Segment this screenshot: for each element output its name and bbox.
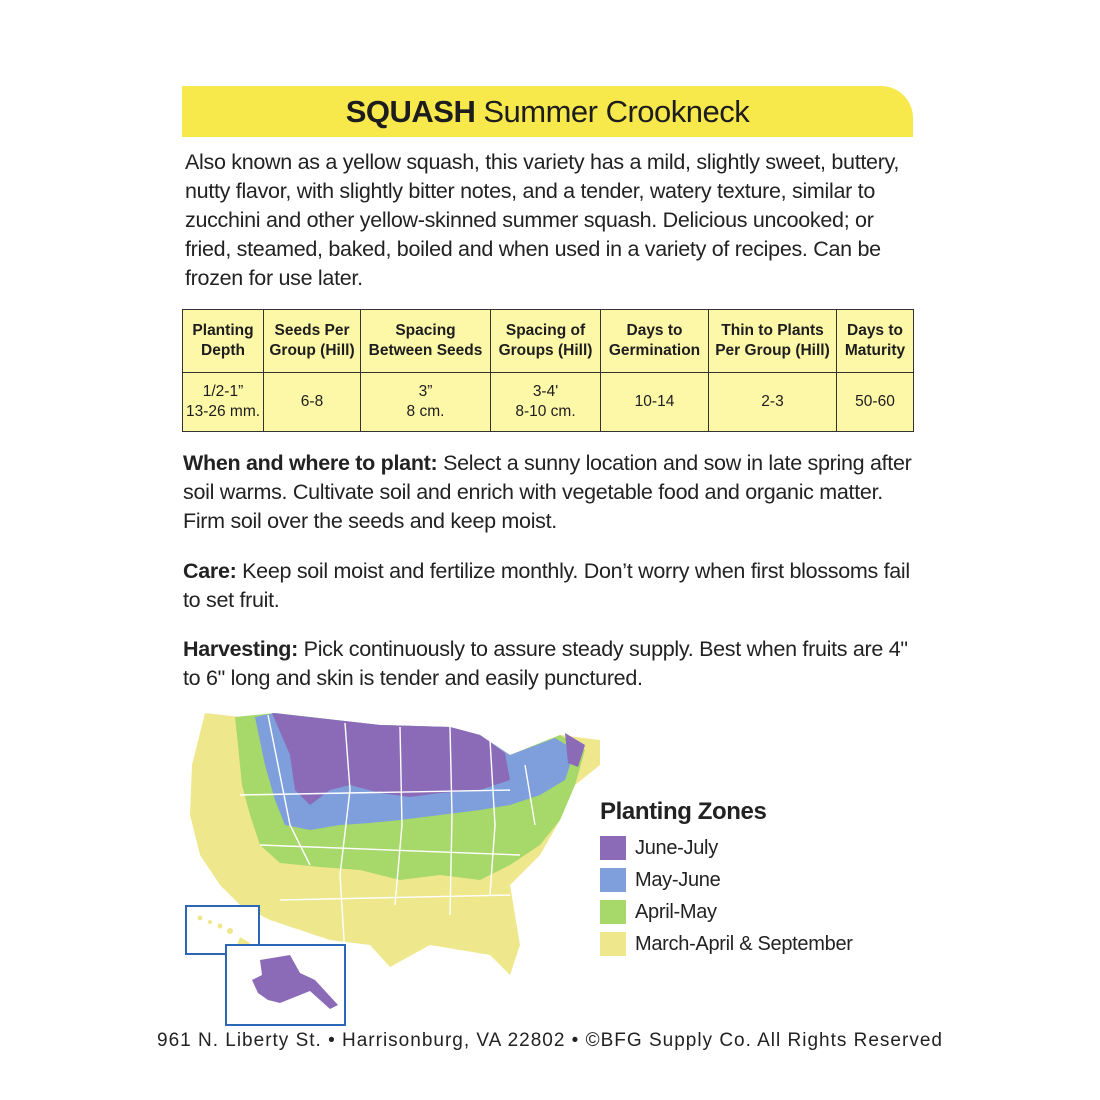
- header-thin-to-plants: Thin to Plants Per Group (Hill): [709, 310, 837, 373]
- legend-label: April-May: [635, 900, 717, 923]
- legend-label: March-April & September: [635, 932, 853, 955]
- when-where-text: Select a sunny location and sow in late spring after soil warms. Cultivate soil and enrich with vegetable food and organic matter. Firm soil over the seeds and keep moist.: [183, 451, 912, 533]
- legend-title: Planting Zones: [600, 798, 767, 825]
- legend-item-may-june: [600, 864, 853, 896]
- table-values-row: [183, 373, 914, 432]
- legend-label: May-June: [635, 868, 721, 891]
- legend-label: June-July: [635, 836, 718, 859]
- value-days-to-maturity: 50-60: [837, 373, 914, 432]
- header-days-to-maturity: Days to Maturity: [837, 310, 914, 373]
- harvesting-text: Pick continuously to assure steady supply. Best when fruits are 4" to 6" long and skin is tender and easily punctured.: [183, 637, 908, 690]
- header-planting-depth: Planting Depth: [183, 310, 264, 373]
- legend-swatch: [600, 836, 626, 860]
- care-label: Care:: [183, 559, 237, 583]
- harvesting-label: Harvesting:: [183, 637, 298, 661]
- title-variety: Summer Crookneck: [483, 93, 750, 129]
- planting-zones-map: [180, 705, 600, 1030]
- value-days-to-germination: 10-14: [601, 373, 709, 432]
- care-text: Keep soil moist and fertilize monthly. Don’t worry when first blossoms fail to set fruit.: [183, 559, 910, 612]
- value-seeds-per-group: 6-8: [264, 373, 361, 432]
- care-paragraph: [183, 557, 918, 615]
- header-spacing-between-seeds: Spacing Between Seeds: [361, 310, 491, 373]
- value-spacing-of-groups: 3-4' 8-10 cm.: [491, 373, 601, 432]
- value-planting-depth: 1/2-1” 13-26 mm.: [183, 373, 264, 432]
- header-seeds-per-group: Seeds Per Group (Hill): [264, 310, 361, 373]
- legend-item-june-july: [600, 832, 853, 864]
- planting-zones-legend: [600, 798, 853, 960]
- variety-description: Also known as a yellow squash, this variety has a mild, slightly sweet, buttery, nutty flavor, with slightly bitter notes, and a tender, watery texture, similar to zucchini and other yellow-skinned summer squash. Delicious uncooked; or fried, steamed, baked, boiled and when used in a variety of recipes. Can be frozen for use later.: [185, 150, 900, 290]
- legend-item-april-may: [600, 896, 853, 928]
- when-where-paragraph: [183, 449, 918, 536]
- legend-swatch: [600, 900, 626, 924]
- planting-info-table: [182, 309, 914, 432]
- title-crop-name: SQUASH: [345, 93, 476, 129]
- legend-swatch: [600, 932, 626, 956]
- header-days-to-germination: Days to Germination: [601, 310, 709, 373]
- value-spacing-between-seeds: 3” 8 cm.: [361, 373, 491, 432]
- header-spacing-of-groups: Spacing of Groups (Hill): [491, 310, 601, 373]
- legend-swatch: [600, 868, 626, 892]
- when-where-label: When and where to plant:: [183, 451, 438, 475]
- title-band: [182, 86, 913, 137]
- value-thin-to-plants: 2-3: [709, 373, 837, 432]
- footer-address: 961 N. Liberty St. • Harrisonburg, VA 22802 • ©BFG Supply Co. All Rights Reserved: [157, 1030, 943, 1051]
- table-header-row: [183, 310, 914, 373]
- harvesting-paragraph: [183, 635, 918, 693]
- legend-item-march-april-september: [600, 928, 853, 960]
